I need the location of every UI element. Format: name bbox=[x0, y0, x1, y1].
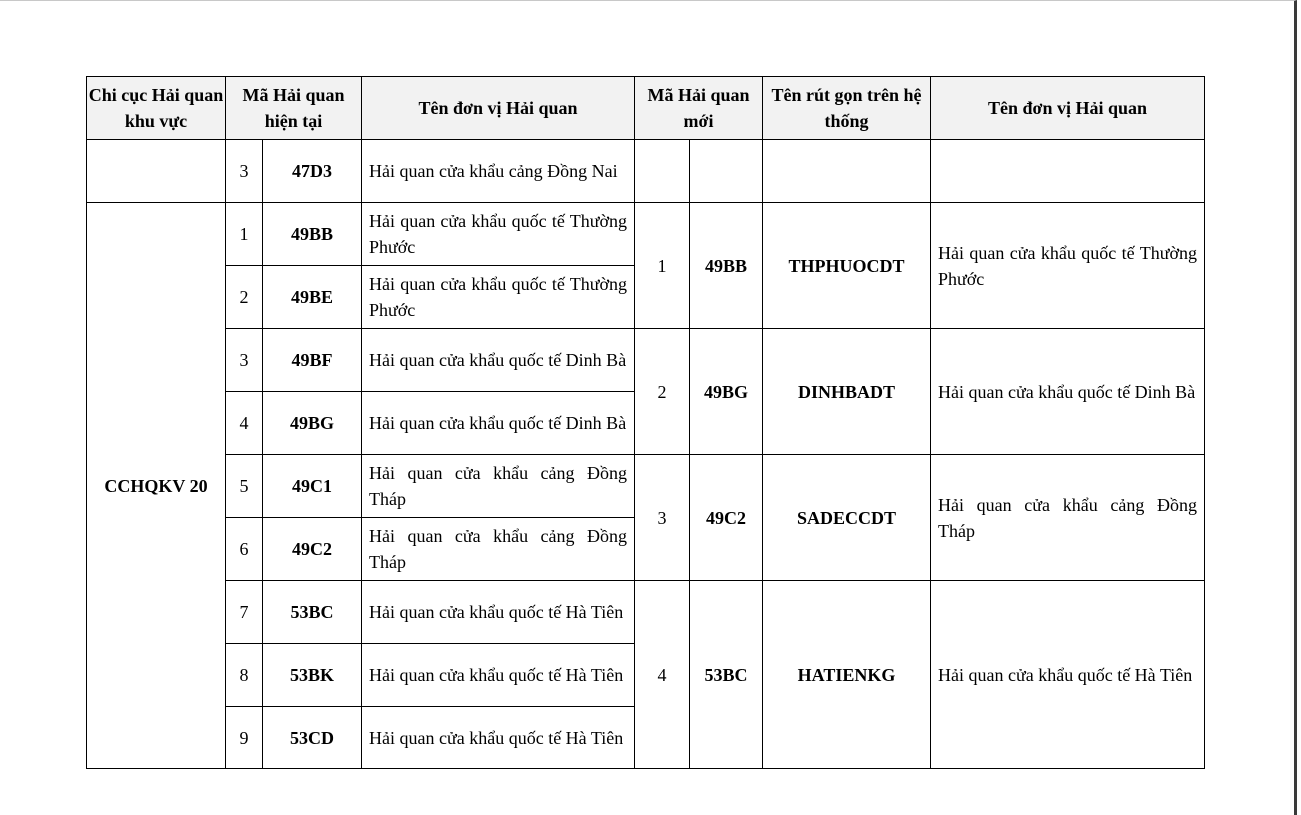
new-code: 53BC bbox=[690, 581, 763, 769]
row-index: 9 bbox=[226, 707, 263, 769]
new-index: 4 bbox=[635, 581, 690, 769]
short-name: SADECCDT bbox=[763, 455, 931, 581]
header-short-name: Tên rút gọn trên hệ thống bbox=[763, 77, 931, 140]
table-row bbox=[87, 581, 1205, 644]
row-index: 3 bbox=[226, 140, 263, 203]
unit-name: Hải quan cửa khẩu cảng Đồng Nai bbox=[362, 140, 635, 203]
current-code: 49C2 bbox=[263, 518, 362, 581]
table-row bbox=[87, 203, 1205, 266]
new-unit-name-empty bbox=[931, 140, 1205, 203]
unit-name: Hải quan cửa khẩu cảng Đồng Tháp bbox=[362, 518, 635, 581]
unit-name: Hải quan cửa khẩu quốc tế Hà Tiên bbox=[362, 707, 635, 769]
row-index: 5 bbox=[226, 455, 263, 518]
new-unit-name: Hải quan cửa khẩu cảng Đồng Tháp bbox=[931, 455, 1205, 581]
new-unit-name: Hải quan cửa khẩu quốc tế Hà Tiên bbox=[931, 581, 1205, 769]
short-name-empty bbox=[763, 140, 931, 203]
header-new-unit-name: Tên đơn vị Hải quan bbox=[931, 77, 1205, 140]
new-code: 49C2 bbox=[690, 455, 763, 581]
unit-name: Hải quan cửa khẩu quốc tế Dinh Bà bbox=[362, 392, 635, 455]
header-current-code: Mã Hải quan hiện tại bbox=[226, 77, 362, 140]
row-index: 6 bbox=[226, 518, 263, 581]
new-index: 2 bbox=[635, 329, 690, 455]
new-code: 49BG bbox=[690, 329, 763, 455]
region-cell-empty bbox=[87, 140, 226, 203]
short-name: HATIENKG bbox=[763, 581, 931, 769]
new-unit-name: Hải quan cửa khẩu quốc tế Dinh Bà bbox=[931, 329, 1205, 455]
row-index: 8 bbox=[226, 644, 263, 707]
short-name: THPHUOCDT bbox=[763, 203, 931, 329]
unit-name: Hải quan cửa khẩu quốc tế Dinh Bà bbox=[362, 329, 635, 392]
current-code: 53CD bbox=[263, 707, 362, 769]
current-code: 49BF bbox=[263, 329, 362, 392]
table-row bbox=[87, 140, 1205, 203]
row-index: 7 bbox=[226, 581, 263, 644]
unit-name: Hải quan cửa khẩu quốc tế Thường Phước bbox=[362, 266, 635, 329]
current-code: 53BC bbox=[263, 581, 362, 644]
current-code: 49BB bbox=[263, 203, 362, 266]
current-code: 53BK bbox=[263, 644, 362, 707]
new-index: 1 bbox=[635, 203, 690, 329]
current-code: 49C1 bbox=[263, 455, 362, 518]
customs-mapping-table bbox=[86, 76, 1205, 769]
unit-name: Hải quan cửa khẩu quốc tế Thường Phước bbox=[362, 203, 635, 266]
header-unit-name: Tên đơn vị Hải quan bbox=[362, 77, 635, 140]
header-region: Chi cục Hải quan khu vực bbox=[87, 77, 226, 140]
current-code: 47D3 bbox=[263, 140, 362, 203]
table-row bbox=[87, 455, 1205, 518]
row-index: 3 bbox=[226, 329, 263, 392]
unit-name: Hải quan cửa khẩu quốc tế Hà Tiên bbox=[362, 644, 635, 707]
new-index: 3 bbox=[635, 455, 690, 581]
current-code: 49BE bbox=[263, 266, 362, 329]
new-code: 49BB bbox=[690, 203, 763, 329]
table-row bbox=[87, 329, 1205, 392]
row-index: 2 bbox=[226, 266, 263, 329]
header-row bbox=[87, 77, 1205, 140]
short-name: DINHBADT bbox=[763, 329, 931, 455]
new-index-empty bbox=[635, 140, 690, 203]
header-new-code: Mã Hải quan mới bbox=[635, 77, 763, 140]
region-name: CCHQKV 20 bbox=[87, 203, 226, 769]
row-index: 1 bbox=[226, 203, 263, 266]
new-unit-name: Hải quan cửa khẩu quốc tế Thường Phước bbox=[931, 203, 1205, 329]
unit-name: Hải quan cửa khẩu quốc tế Hà Tiên bbox=[362, 581, 635, 644]
unit-name: Hải quan cửa khẩu cảng Đồng Tháp bbox=[362, 455, 635, 518]
new-code-empty bbox=[690, 140, 763, 203]
current-code: 49BG bbox=[263, 392, 362, 455]
row-index: 4 bbox=[226, 392, 263, 455]
